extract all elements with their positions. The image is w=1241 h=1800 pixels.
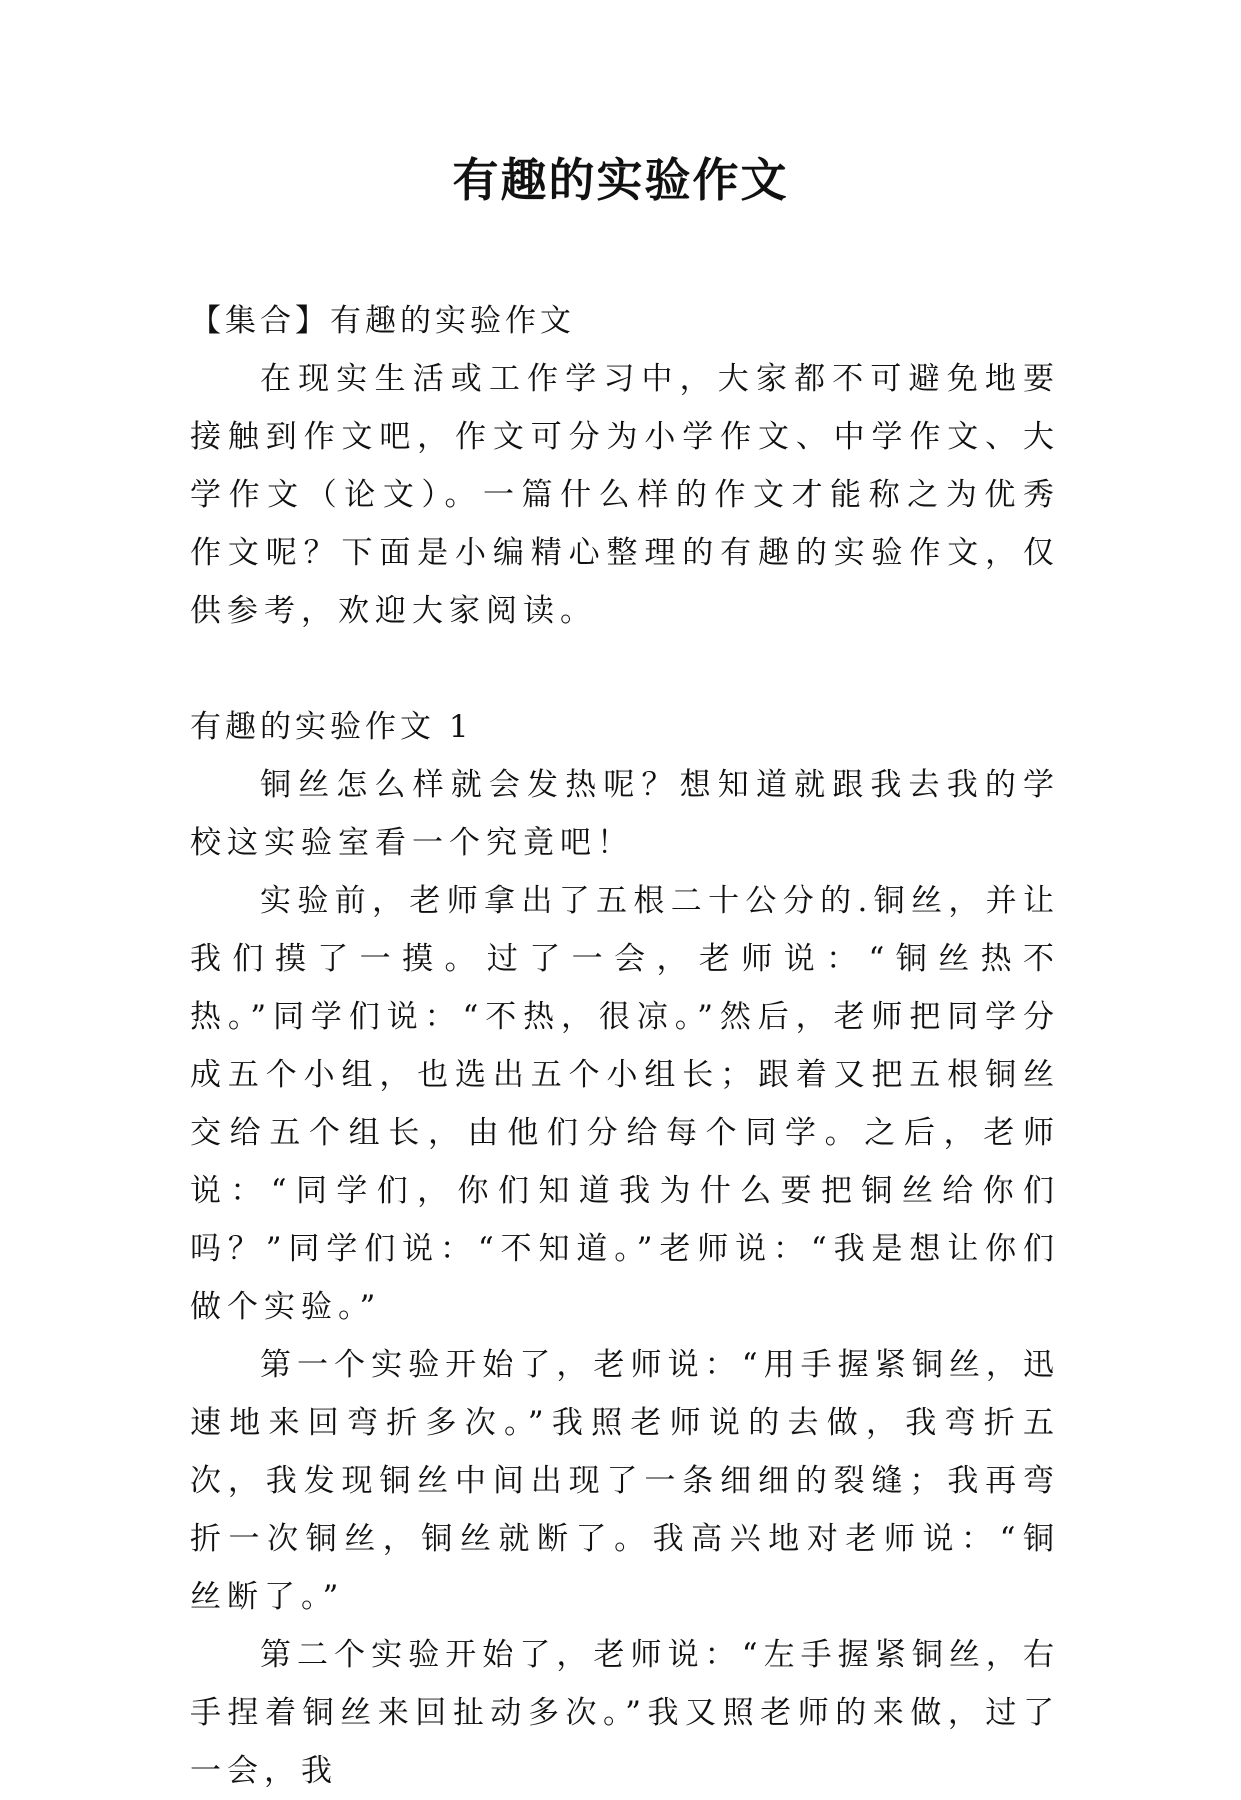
paragraph-gap [190,640,1060,698]
intro-paragraph: 在现实生活或工作学习中，大家都不可避免地要接触到作文吧，作文可分为小学作文、中学作文、大学作文（论文）。一篇什么样的作文才能称之为优秀作文呢？下面是小编精心整理的有趣的实验作文，仅供参考，欢迎大家阅读。 [190,361,1060,629]
body-paragraph-4: 第二个实验开始了，老师说：“左手握紧铜丝，右手捏着铜丝来回扯动多次。”我又照老师的来做，过了一会，我 [190,1637,1060,1789]
body-paragraph-3: 第一个实验开始了，老师说：“用手握紧铜丝，迅速地来回弯折多次。”我照老师说的去做，我弯折五次，我发现铜丝中间出现了一条细细的裂缝；我再弯折一次铜丝，铜丝就断了。我高兴地对老师说：“铜丝断了。” [190,1347,1060,1615]
document-body [190,292,1060,1800]
body-paragraph-2: 实验前，老师拿出了五根二十公分的.铜丝，并让我们摸了一摸。过了一会，老师说：“铜丝热不热。”同学们说：“不热，很凉。”然后，老师把同学分成五个小组，也选出五个小组长；跟着又把五根铜丝交给五个组长，由他们分给每个同学。之后，老师说：“同学们，你们知道我为什么要把铜丝给你们吗？”同学们说：“不知道。”老师说：“我是想让你们做个实验。” [190,883,1060,1325]
document-title: 有趣的实验作文 [452,153,789,207]
section-heading: 有趣的实验作文 1 [190,709,473,745]
body-paragraph-1: 铜丝怎么样就会发热呢？想知道就跟我去我的学校这实验室看一个究竟吧！ [190,767,1060,861]
document-subtitle: 【集合】有趣的实验作文 [190,303,575,339]
